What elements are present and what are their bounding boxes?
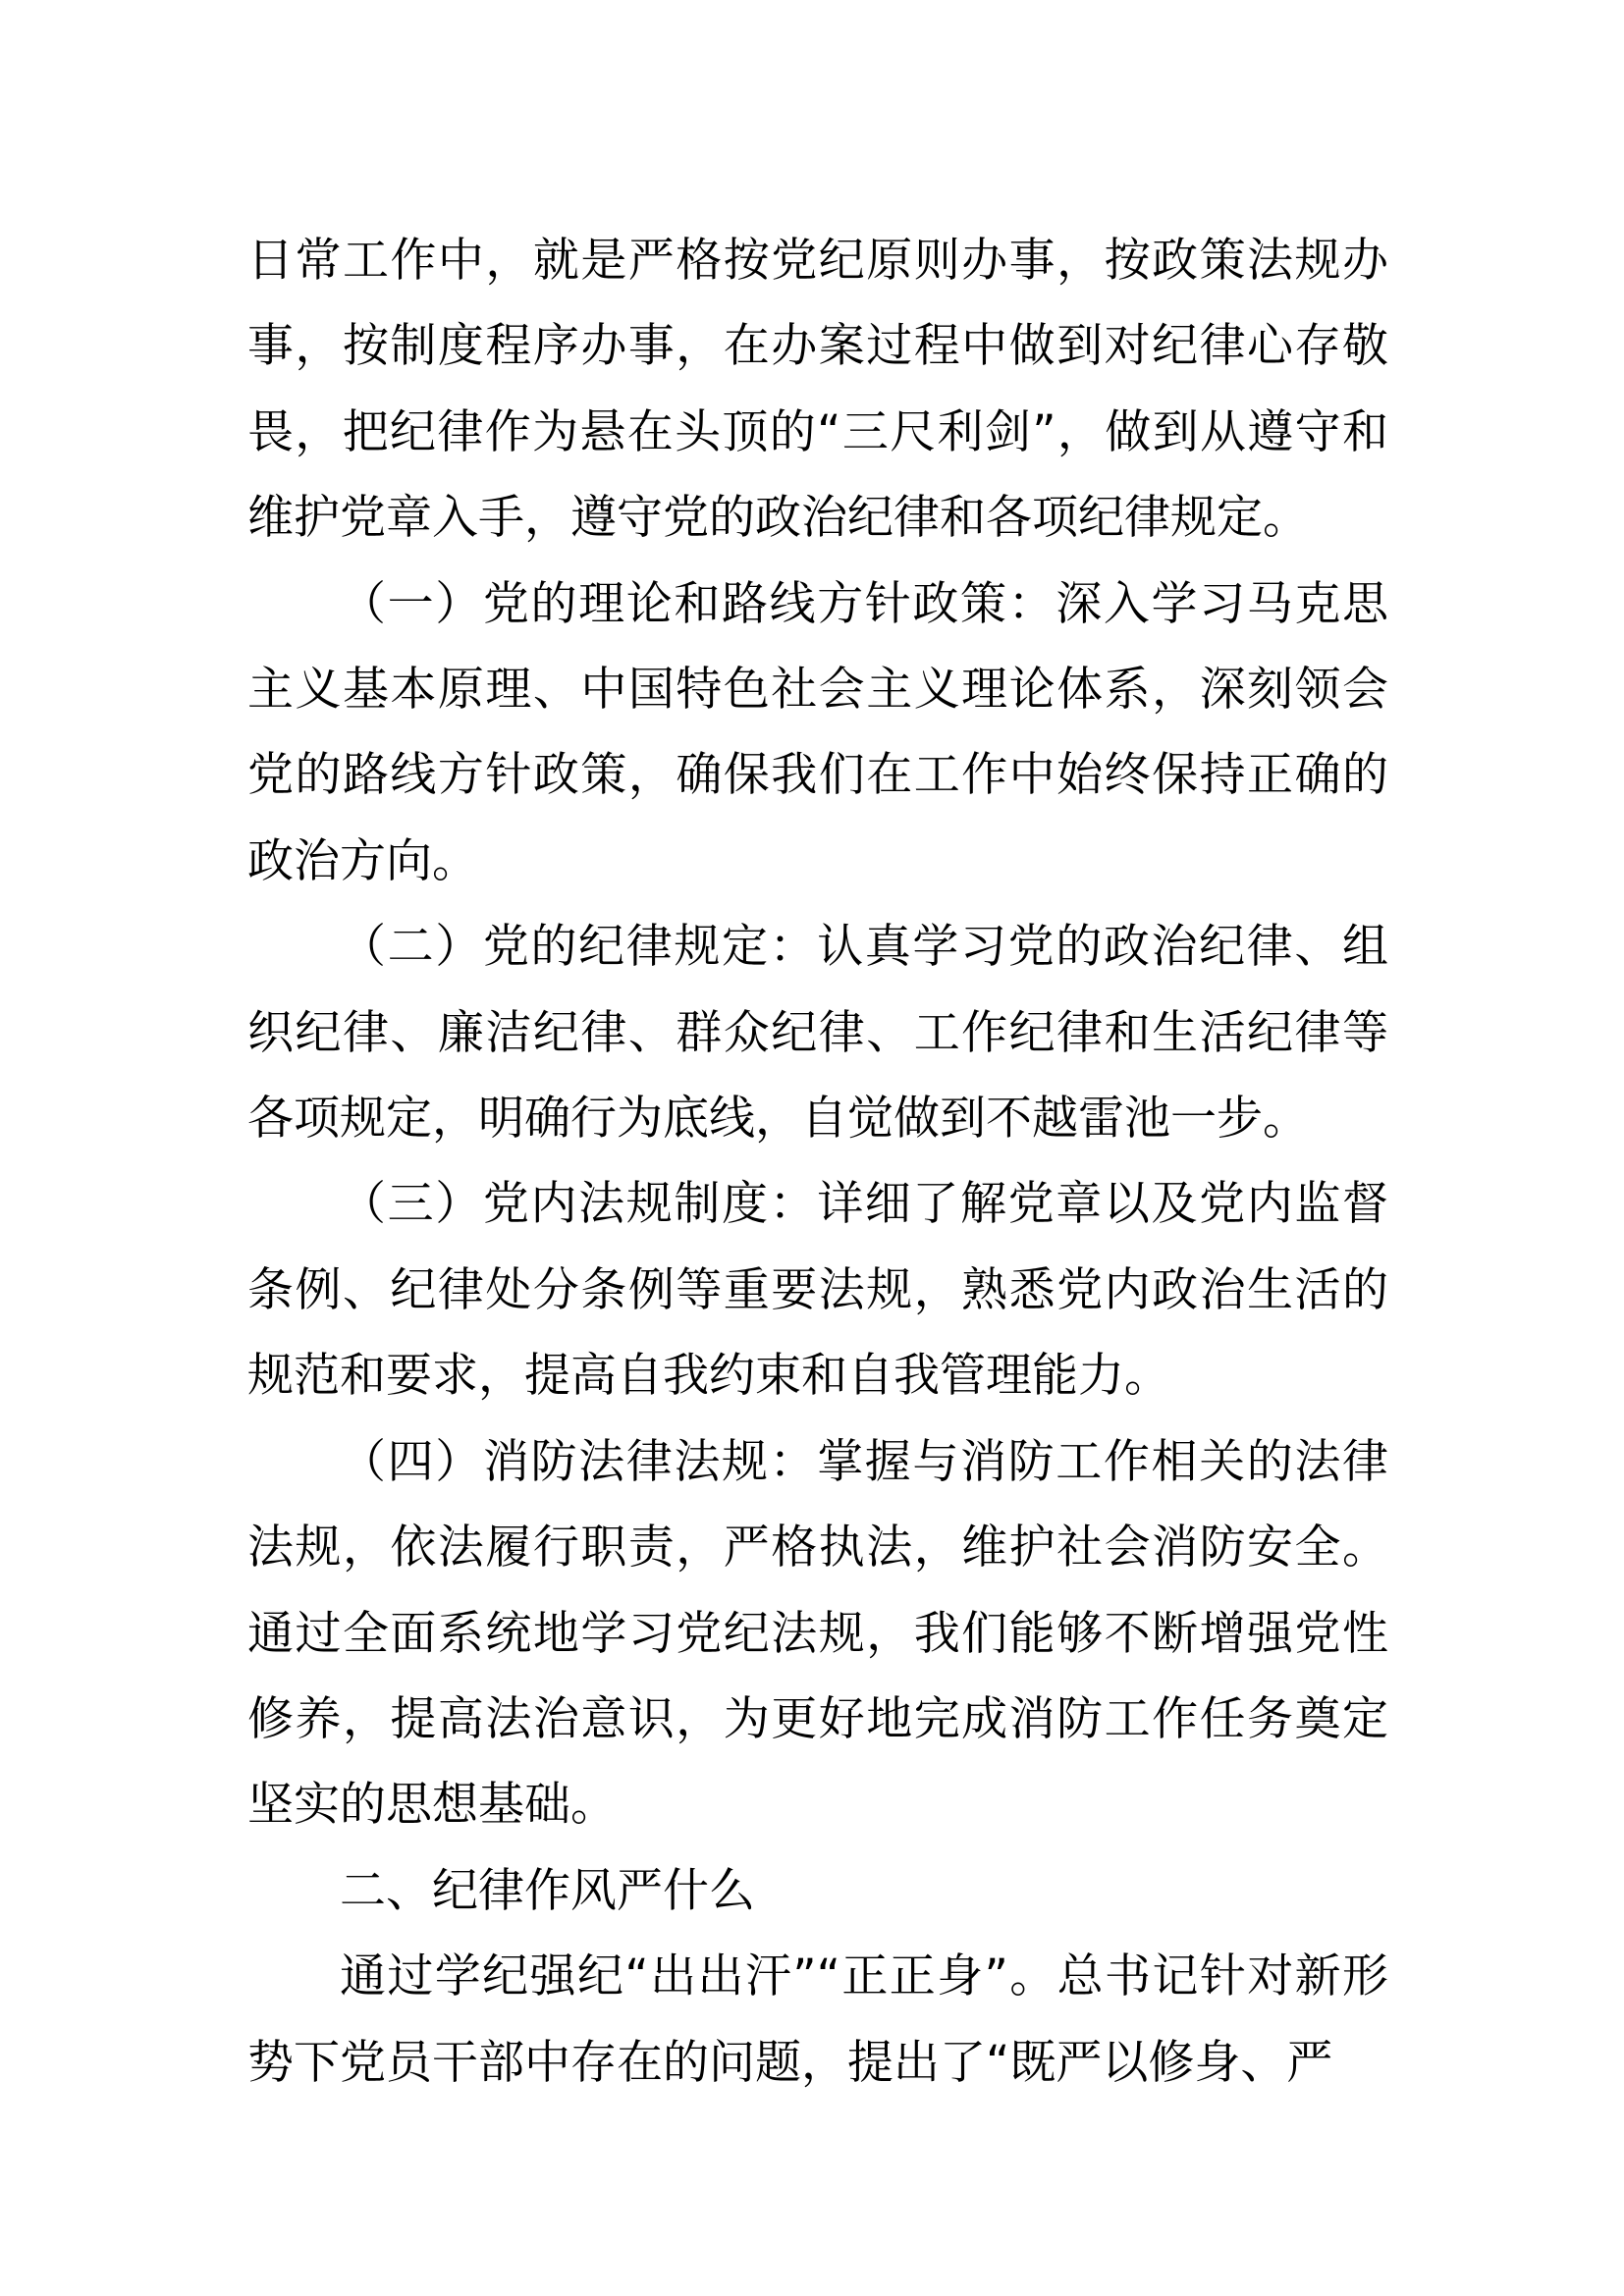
document-page bbox=[247, 218, 1388, 2106]
paragraph-theory-policy: （一）党的理论和路线方针政策：深入学习马克思主义基本原理、中国特色社会主义理论体系，深刻领会党的路线方针政策，确保我们在工作中始终保持正确的政治方向。 bbox=[247, 576, 1388, 888]
section-heading: 二、纪律作风严什么 bbox=[340, 1863, 755, 1918]
paragraph-fire-laws: （四）消防法律法规：掌握与消防工作相关的法律法规，依法履行职责，严格执法，维护社会消防安全。通过全面系统地学习党纪法规，我们能够不断增强党性修养，提高法治意识，为更好地完成消防工作任务奠定坚实的思想基础。 bbox=[247, 1434, 1388, 1833]
paragraph-discipline-rules: （二）党的纪律规定：认真学习党的政治纪律、组织纪律、廉洁纪律、群众纪律、工作纪律和生活纪律等各项规定，明确行为底线，自觉做到不越雷池一步。 bbox=[247, 920, 1388, 1147]
paragraph-continuation: 日常工作中，就是严格按党纪原则办事，按政策法规办事，按制度程序办事，在办案过程中做到对纪律心存敬畏，把纪律作为悬在头顶的“三尺利剑”，做到从遵守和维护党章入手，遵守党的政治纪律和各项纪律规定。 bbox=[247, 234, 1388, 546]
paragraph-party-regulations: （三）党内法规制度：详细了解党章以及党内监督条例、纪律处分条例等重要法规，熟悉党内政治生活的规范和要求，提高自我约束和自我管理能力。 bbox=[247, 1177, 1388, 1404]
paragraph-study-discipline: 通过学纪强纪“出出汗”“正正身”。总书记针对新形势下党员干部中存在的问题，提出了“既严以修身、严 bbox=[247, 1949, 1388, 2090]
